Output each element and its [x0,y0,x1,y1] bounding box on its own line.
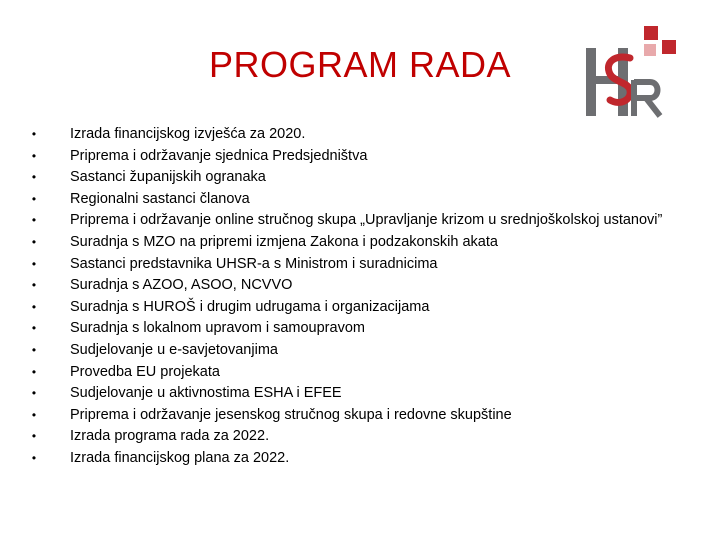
bullet-icon: • [31,191,37,206]
list-item [28,167,698,189]
list-item-text: Priprema i održavanje online stručnog skupa „Upravljanje krizom u srednjoškolskoj ustanovi” [70,212,663,229]
list-item-text: Izrada programa rada za 2022. [70,428,270,445]
list-item [28,362,698,384]
hsr-logo [580,26,680,126]
bullet-icon: • [31,450,37,465]
list-item-text: Izrada financijskog plana za 2022. [70,449,290,466]
list-item [28,448,698,470]
bullet-icon: • [31,429,37,444]
list-item-text: Priprema i održavanje sjednica Predsjedništva [70,147,368,164]
list-item-text: Suradnja s lokalnom upravom i samoupravom [70,320,365,337]
list-item [28,275,698,297]
list-item-text: Suradnja s HUROŠ i drugim udrugama i organizacijama [70,298,430,315]
list-item [28,405,698,427]
logo-square-right [662,40,676,54]
list-item [28,318,698,340]
bullet-icon: • [31,342,37,357]
program-list [28,124,698,470]
bullet-icon: • [31,386,37,401]
list-item-text: Regionalni sastanci članova [70,190,250,207]
list-item [28,189,698,211]
bullet-icon: • [31,148,37,163]
list-item [28,340,698,362]
list-item [28,146,698,168]
list-item [28,383,698,405]
list-item-text: Sudjelovanje u aktivnostima ESHA i EFEE [70,385,342,402]
bullet-icon: • [31,170,37,185]
list-item-text: Sudjelovanje u e-savjetovanjima [70,341,278,358]
logo-letter-r [634,80,660,116]
list-item [28,254,698,276]
logo-square-faded [644,44,656,56]
bullet-icon: • [31,407,37,422]
list-item-text: Suradnja s MZO na pripremi izmjena Zakona i podzakonskih akata [70,233,498,250]
list-item-text: Sastanci predstavnika UHSR-a s Ministrom i suradnicima [70,255,438,272]
bullet-icon: • [31,234,37,249]
bullet-icon: • [31,127,37,141]
bullet-icon: • [31,213,37,228]
bullet-icon: • [31,299,37,314]
list-item-text: Izrada financijskog izvješća za 2020. [70,126,306,142]
list-item [28,124,698,146]
list-item-text: Sastanci županijskih ogranaka [70,169,266,186]
slide-title: PROGRAM RADA [208,44,512,85]
bullet-icon: • [31,278,37,293]
list-item [28,232,698,254]
bullet-icon: • [31,364,37,379]
list-item [28,297,698,319]
list-item [28,210,698,232]
bullet-icon: • [31,321,37,336]
list-item-text: Suradnja s AZOO, ASOO, NCVVO [70,277,293,294]
list-item-text: Priprema i održavanje jesenskog stručnog skupa i redovne skupštine [70,406,512,423]
list-item-text: Provedba EU projekata [70,363,220,380]
logo-square-top [644,26,658,40]
list-item [28,426,698,448]
bullet-icon: • [31,256,37,271]
